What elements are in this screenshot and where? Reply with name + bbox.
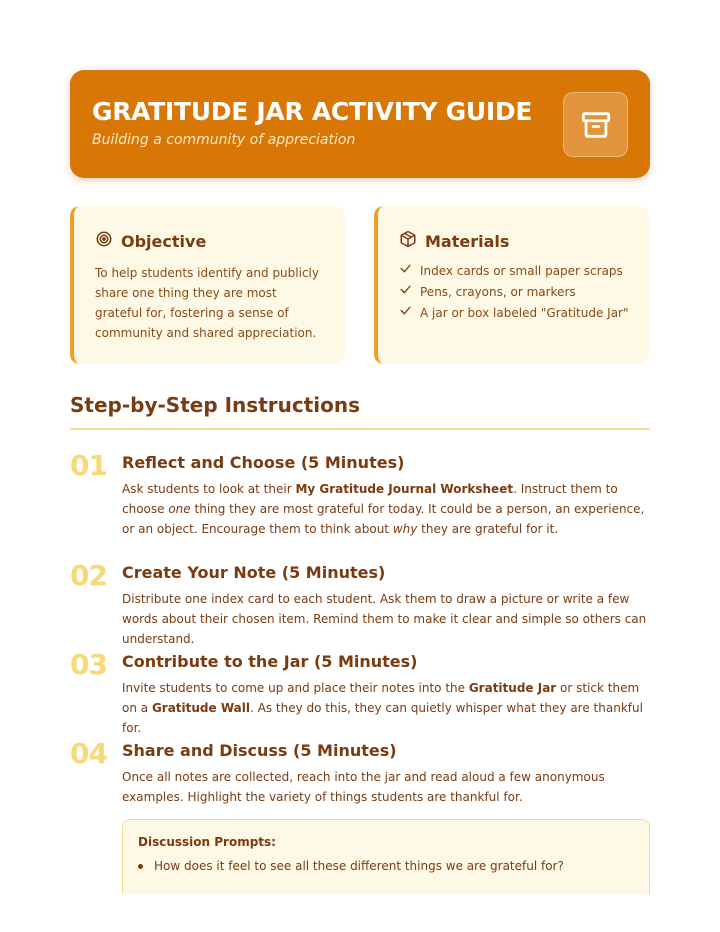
list-item (399, 282, 629, 303)
objective-card (70, 206, 345, 364)
section-title: Step-by-Step Instructions (70, 393, 361, 417)
cube-icon (399, 230, 417, 252)
step-number: 04 (70, 737, 107, 770)
step-description: Ask students to look at their My Gratitude Journal Worksheet. Instruct them to choose one thing they are most grateful for today. It could be a person, an experience, or an object. Encourage them to think about why they are grateful for it. (122, 482, 645, 536)
bullet-icon (138, 864, 143, 869)
step-description: Distribute one index card to each student. Ask them to draw a picture or write a few words about their chosen item. Remind them to make it clear and simple so others can understand. (122, 592, 647, 646)
step-number: 02 (70, 559, 107, 592)
materials-header (399, 230, 509, 252)
step-number: 01 (70, 449, 107, 482)
step-title: Reflect and Choose (5 Minutes) (122, 453, 405, 472)
discussion-title: Discussion Prompts: (138, 835, 276, 849)
discussion-list (138, 859, 564, 873)
header-banner (70, 70, 650, 178)
step-title: Share and Discuss (5 Minutes) (122, 741, 397, 760)
material-label: Pens, crayons, or markers (420, 285, 576, 299)
objective-header (95, 230, 206, 252)
target-icon (95, 230, 113, 252)
page-title: GRATITUDE JAR ACTIVITY GUIDE (92, 97, 533, 126)
list-item (399, 303, 629, 324)
step-number: 03 (70, 648, 107, 681)
discussion-prompts-box (122, 819, 650, 894)
section-divider (70, 428, 650, 430)
step-title: Contribute to the Jar (5 Minutes) (122, 652, 418, 671)
material-label: A jar or box labeled "Gratitude Jar" (420, 306, 629, 320)
worksheet-name: My Gratitude Journal Worksheet (295, 482, 514, 496)
objective-title: Objective (121, 231, 207, 251)
check-icon (399, 282, 412, 303)
list-item (399, 261, 629, 282)
check-icon (399, 261, 412, 282)
archive-box-icon (563, 92, 628, 157)
materials-title: Materials (425, 231, 510, 251)
objective-text: To help students identify and publicly share one thing they are most grateful for, fostering a sense of community and shared appreciation. (95, 266, 319, 340)
check-icon (399, 303, 412, 324)
page-subtitle: Building a community of appreciation (92, 132, 356, 148)
prompt-text: How does it feel to see all these different things we are grateful for? (154, 859, 564, 873)
step-description: Once all notes are collected, reach into the jar and read aloud a few anonymous examples. Highlight the variety of things students are thankful for. (122, 770, 605, 804)
step-description: Invite students to come up and place their notes into the Gratitude Jar or stick them on a Gratitude Wall. As they do this, they can quietly whisper what they are thankful for. (122, 681, 643, 735)
materials-list (399, 261, 629, 324)
list-item (138, 859, 564, 873)
materials-card (374, 206, 649, 364)
material-label: Index cards or small paper scraps (420, 264, 623, 278)
step-title: Create Your Note (5 Minutes) (122, 563, 386, 582)
